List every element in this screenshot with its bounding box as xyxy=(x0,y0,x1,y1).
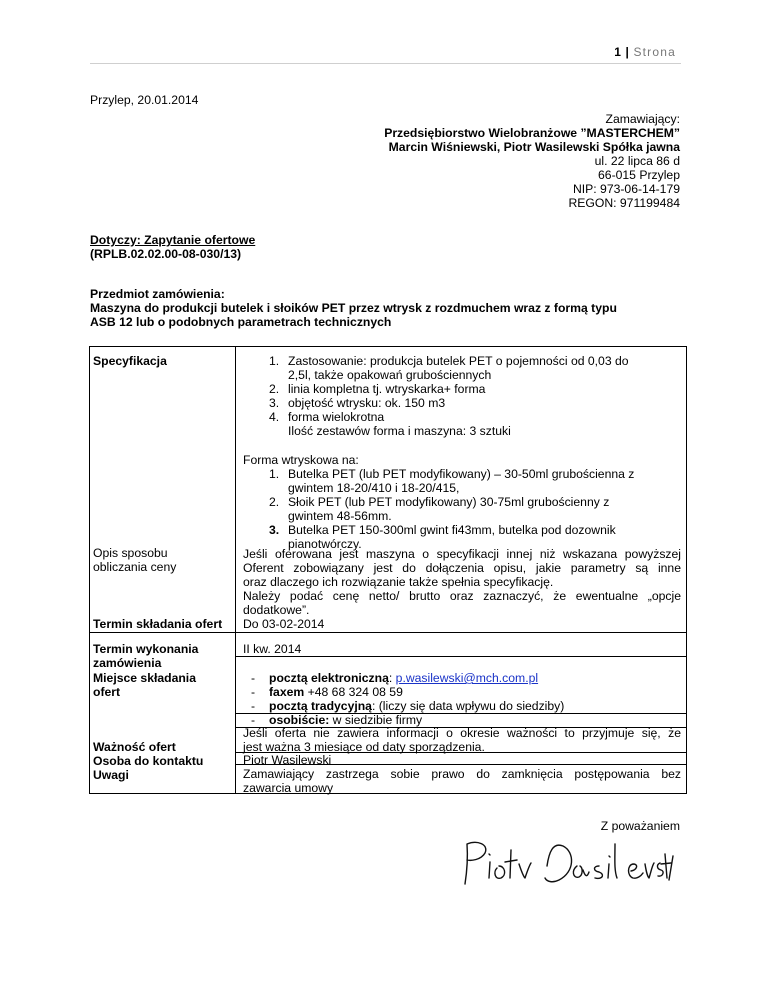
spec-item-text: linia kompletna tj. wtryskarka+ forma xyxy=(288,382,486,396)
spec-item xyxy=(243,396,681,410)
table-border-left xyxy=(89,346,90,794)
table-row-divider xyxy=(89,632,687,633)
execution-value: II kw. 2014 xyxy=(243,642,302,656)
mold-item xyxy=(243,495,681,509)
mold-item-continuation xyxy=(243,509,681,523)
validity-label: Ważność ofert xyxy=(93,740,176,754)
spec-label: Specyfikacja xyxy=(93,354,167,368)
spec-quantity xyxy=(243,424,681,438)
buyer-nip: NIP: 973-06-14-179 xyxy=(572,182,680,196)
mold-item-number: 3. xyxy=(269,523,280,537)
table-row-divider xyxy=(235,656,687,657)
page-number-separator: | xyxy=(625,45,629,59)
subject-label: Dotyczy: Zapytanie ofertowe xyxy=(90,233,256,247)
execution-label-line: zamówienia xyxy=(93,656,162,670)
place-item-method: pocztą tradycyjną xyxy=(269,699,372,713)
spec-quantity-text: Ilość zestawów forma i maszyna: 3 sztuki xyxy=(288,424,511,438)
mold-item xyxy=(243,467,681,481)
notes-text xyxy=(243,767,681,795)
place-item-detail: +48 68 324 08 59 xyxy=(304,685,403,699)
place-item-detail: : xyxy=(388,671,396,685)
buyer-block xyxy=(384,108,680,210)
place-label xyxy=(93,671,196,699)
deadline-value: Do 03-02-2014 xyxy=(243,617,325,631)
buyer-name: Przedsiębiorstwo Wielobranżowe ”MASTERCHEM” xyxy=(384,126,680,140)
calc-line: Należy podać cenę netto/ brutto oraz zaznaczyć, że ewentualne „opcje xyxy=(243,589,681,603)
calc-line: oraz dlaczego ich rozwiązanie także spełnia specyfikację. xyxy=(243,575,554,589)
mold-label: Forma wtryskowa na: xyxy=(243,453,359,467)
buyer-owners: Marcin Wiśniewski, Piotr Wasilewski Spółka jawna xyxy=(388,140,680,154)
spec-item-number: 2. xyxy=(269,382,280,396)
calc-line: Jeśli oferowana jest maszyna o specyfikacji innej niż wskazana powyższej xyxy=(243,547,681,561)
calc-label-line: obliczania ceny xyxy=(93,560,177,574)
calc-line: dodatkowe”. xyxy=(243,603,310,617)
place-item xyxy=(243,685,681,699)
place-item xyxy=(243,671,681,685)
place-item-dash: - xyxy=(251,671,256,685)
mold-item-text: gwintem 18-20/410 i 18-20/415, xyxy=(288,481,460,495)
buyer-city: 66-015 Przylep xyxy=(598,168,680,182)
subject-block xyxy=(90,233,255,261)
table-border-top xyxy=(89,346,687,347)
mold-item-text: Butelka PET 150-300ml gwint fi43mm, butelka pod dozownik xyxy=(288,523,616,537)
spec-item-number: 3. xyxy=(269,396,280,410)
contact-value: Piotr Wasilewski xyxy=(243,753,332,767)
page-number xyxy=(614,45,676,59)
subject-code: (RPLB.02.02.00-08-030/13) xyxy=(90,247,242,261)
spec-item-text: objętość wtrysku: ok. 150 m3 xyxy=(288,396,446,410)
validity-text xyxy=(243,726,681,754)
place-label-line: ofert xyxy=(93,685,121,699)
mold-item-number: 2. xyxy=(269,495,280,509)
spec-item-continuation xyxy=(243,368,681,382)
mold-item-text: Słoik PET (lub PET modyfikowany) 30-75ml grubościenny z xyxy=(288,495,610,509)
validity-line: jest ważna 3 miesiące od daty sporządzenia. xyxy=(243,740,485,754)
closing: Z poważaniem xyxy=(600,819,680,833)
execution-label xyxy=(93,642,198,670)
contact-label: Osoba do kontaktu xyxy=(93,754,204,768)
deadline-label: Termin składania ofert xyxy=(93,617,223,631)
email-link[interactable]: p.wasilewski@mch.com.pl xyxy=(395,671,539,685)
mold-item-text: pianotwórczy. xyxy=(288,537,362,551)
mold-item-number: 1. xyxy=(269,467,280,481)
mold-list xyxy=(243,453,681,551)
buyer-street: ul. 22 lipca 86 d xyxy=(594,154,680,168)
place-item-method: osobiście: xyxy=(269,713,330,727)
notes-line: zawarcia umowy xyxy=(243,781,334,795)
place-item-dash: - xyxy=(251,699,256,713)
place-label-line: Miejsce składania xyxy=(93,671,196,685)
spec-item xyxy=(243,354,681,368)
header-divider xyxy=(90,63,681,64)
place-date: Przylep, 20.01.2014 xyxy=(90,93,199,107)
calc-text xyxy=(243,547,681,617)
order-line-1: Maszyna do produkcji butelek i słoików PET przez wtrysk z rozdmuchem wraz z formą typu xyxy=(90,301,617,315)
page-number-value: 1 xyxy=(614,45,621,59)
buyer-regon: REGON: 971199484 xyxy=(568,196,680,210)
calc-label xyxy=(93,546,176,574)
mold-item xyxy=(243,523,681,537)
place-item-detail: : (liczy się data wpływu do siedziby) xyxy=(371,699,565,713)
notes-line: Zamawiający zastrzega sobie prawo do zamknięcia postępowania bez xyxy=(243,767,681,781)
page-number-label: Strona xyxy=(633,45,676,59)
mold-item-continuation xyxy=(243,481,681,495)
place-item-method: faxem xyxy=(269,685,305,699)
spec-list xyxy=(243,354,681,438)
spec-item-text: 2,5l, także opakowań grubościennych xyxy=(288,368,492,382)
notes-label: Uwagi xyxy=(93,768,129,782)
place-item-dash: - xyxy=(251,685,256,699)
place-item xyxy=(243,713,681,727)
spec-item-number: 4. xyxy=(269,410,280,424)
order-line-2: ASB 12 lub o podobnych parametrach technicznych xyxy=(90,315,392,329)
spec-item-text: Zastosowanie: produkcja butelek PET o pojemności od 0,03 do xyxy=(288,354,629,368)
spec-item xyxy=(243,410,681,424)
calc-line: Oferent zobowiązany jest do dołączenia opisu, jakie parametry są inne xyxy=(243,561,681,575)
spec-item-text: forma wielokrotna xyxy=(288,410,385,424)
place-list xyxy=(243,671,681,727)
validity-line: Jeśli oferta nie zawiera informacji o okresie ważności to przyjmuje się, że xyxy=(243,726,681,740)
place-item-dash: - xyxy=(251,713,256,727)
mold-item-text: Butelka PET (lub PET modyfikowany) – 30-50ml grubościenna z xyxy=(288,467,635,481)
calc-label-line: Opis sposobu xyxy=(93,546,168,560)
signature xyxy=(455,836,685,896)
place-item-detail: w siedzibie firmy xyxy=(329,713,423,727)
spec-item xyxy=(243,382,681,396)
buyer-label: Zamawiający: xyxy=(605,112,680,126)
execution-label-line: Termin wykonania xyxy=(93,642,199,656)
place-item xyxy=(243,699,681,713)
spec-item-number: 1. xyxy=(269,354,280,368)
order-label: Przedmiot zamówienia: xyxy=(90,287,225,301)
place-item-method: pocztą elektroniczną xyxy=(269,671,389,685)
order-block xyxy=(90,287,617,329)
mold-item-text: gwintem 48-56mm. xyxy=(288,509,392,523)
